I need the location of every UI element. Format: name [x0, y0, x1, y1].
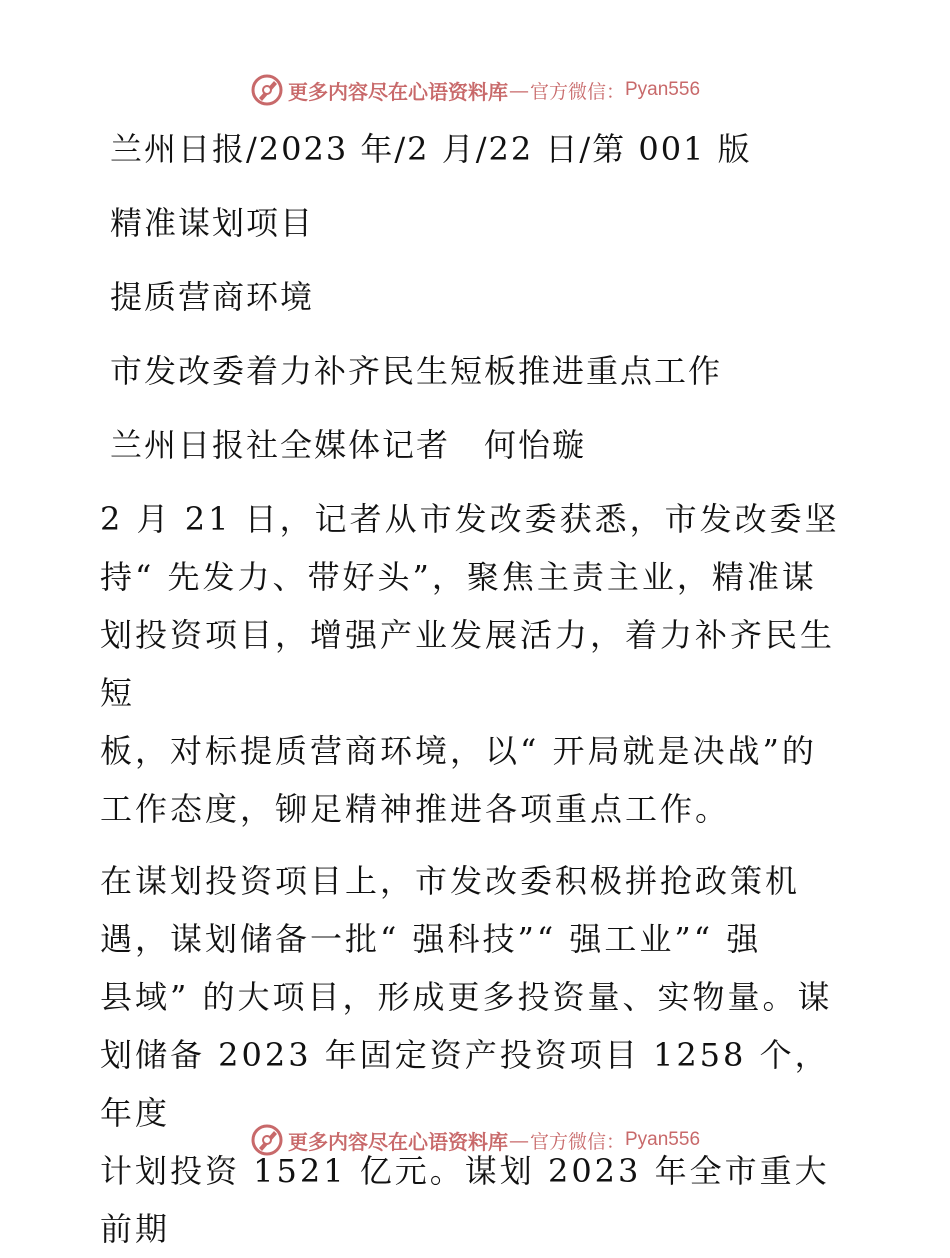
watermark-text: 更多内容尽在心语资料库: [287, 1129, 508, 1154]
byline: 兰州日报社全媒体记者 何怡璇: [110, 426, 587, 464]
paragraph-1-line: 持“ 先发力、带好头”，聚焦主责主业，精准谋: [100, 558, 817, 596]
watermark-separator: —: [508, 1128, 529, 1152]
watermark-top: [0, 70, 950, 110]
heading-2: 提质营商环境: [110, 278, 315, 316]
watermark-label: 官方微信：: [529, 80, 625, 103]
paragraph-2-line: 计划投资 1521 亿元。谋划 2023 年全市重大前期: [100, 1152, 830, 1248]
watermark-id: Pyan556: [625, 1129, 701, 1150]
watermark-inner: [250, 73, 700, 107]
paragraph-2-line: 划储备 2023 年固定资产投资项目 1258 个，年度: [100, 1036, 830, 1132]
heading-1: 精准谋划项目: [110, 204, 315, 242]
paragraph-2-line: 遇，谋划储备一批“ 强科技”“ 强工业”“ 强: [100, 920, 762, 958]
paragraph-1-line: 2 月 21 日，记者从市发改委获悉，市发改委坚: [100, 500, 840, 538]
watermark-text: 更多内容尽在心语资料库: [287, 79, 508, 104]
watermark-separator: —: [508, 78, 529, 102]
watermark-inner: [250, 1123, 700, 1157]
paragraph-1-line: 板，对标提质营商环境，以“ 开局就是决战”的: [100, 732, 817, 770]
paragraph-2-line: 在谋划投资项目上，市发改委积极拼抢政策机: [100, 862, 801, 900]
source-line: 兰州日报/2023 年/2 月/22 日/第 001 版: [110, 130, 752, 168]
paragraph-1: [100, 490, 860, 838]
paragraph-1-line: 划投资项目，增强产业发展活力，着力补齐民生短: [100, 616, 836, 712]
paragraph-2: [100, 852, 860, 1258]
document-body: [100, 120, 860, 1258]
watermark-bottom: [0, 1120, 950, 1160]
watermark-id: Pyan556: [625, 79, 701, 100]
watermark-logo-icon: [250, 1123, 284, 1157]
watermark-logo-icon: [250, 73, 284, 107]
watermark-label: 官方微信：: [529, 1130, 625, 1153]
paragraph-2-line: 县域” 的大项目，形成更多投资量、实物量。谋: [100, 978, 833, 1016]
heading-3: 市发改委着力补齐民生短板推进重点工作: [110, 352, 723, 390]
paragraph-1-line: 工作态度，铆足精神推进各项重点工作。: [100, 790, 731, 828]
